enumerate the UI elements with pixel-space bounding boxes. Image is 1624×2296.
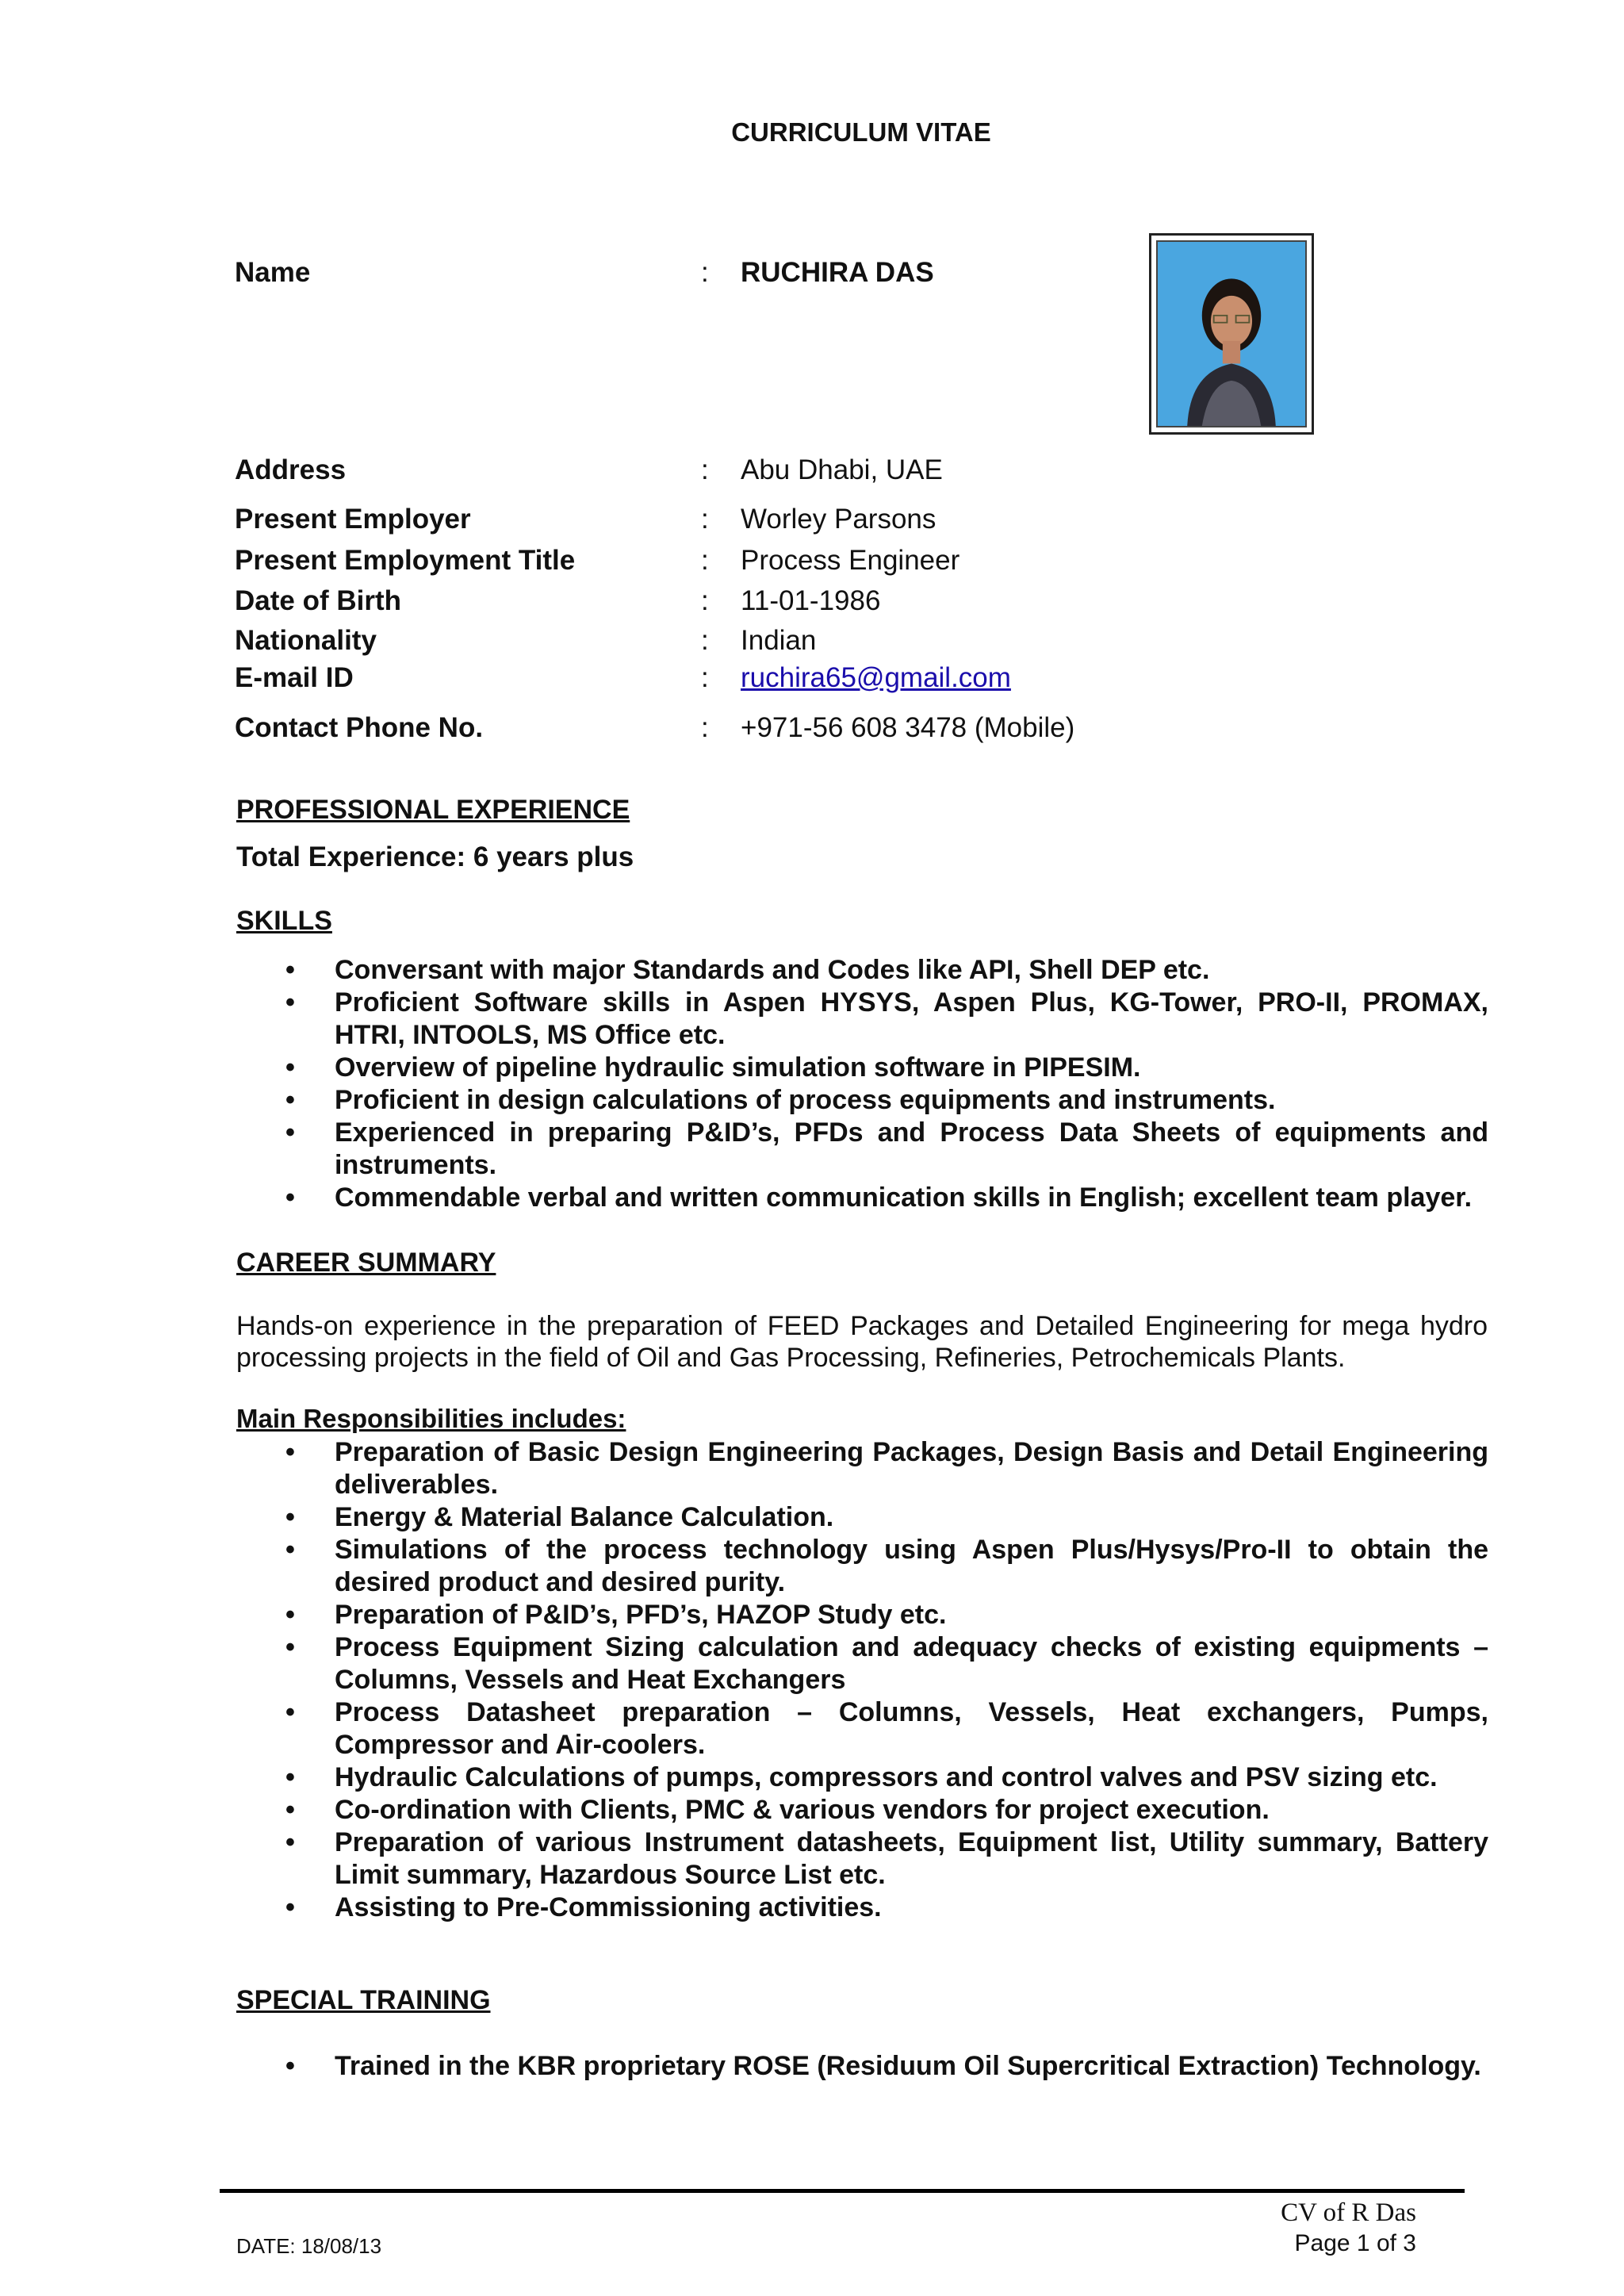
bullet-icon: • <box>285 1892 295 1922</box>
training-heading: SPECIAL TRAINING <box>236 1985 491 2015</box>
employment-title-label: Present Employment Title <box>235 545 576 576</box>
list-item: • Overview of pipeline hydraulic simulation software in PIPESIM. <box>285 1052 1141 1083</box>
skills-list <box>0 954 1488 1214</box>
phone-value: +971-56 608 3478 (Mobile) <box>741 712 1075 743</box>
dob-value: 11-01-1986 <box>741 585 881 616</box>
employer-value: Worley Parsons <box>741 504 936 535</box>
bullet-icon: • <box>285 1182 295 1213</box>
list-item: • Simulations of the process technology using Aspen Plus/Hysys/Pro-II to obtain the desired product and desired purity. <box>285 1535 1488 1597</box>
list-item: • Conversant with major Standards and Codes like API, Shell DEP etc. <box>285 955 1210 985</box>
address-label: Address <box>235 454 347 485</box>
list-item: • Process Datasheet preparation – Columns, Vessels, Heat exchangers, Pumps, Compressor and Air-coolers. <box>285 1697 1488 1760</box>
nationality-colon: : <box>701 625 709 656</box>
bullet-icon: • <box>285 955 295 985</box>
phone-colon: : <box>701 712 709 743</box>
portrait-illustration <box>1158 242 1305 426</box>
email-label: E-mail ID <box>235 662 354 693</box>
footer-page-number: Page 1 of 3 <box>1294 2230 1416 2256</box>
bullet-icon: • <box>285 987 295 1018</box>
phone-label: Contact Phone No. <box>235 712 484 743</box>
career-summary-text: Hands-on experience in the preparation of FEED Packages and Detailed Engineering for mega hydro processing projects in the field of Oil and Gas Processing, Refineries, Petrochemicals Plants. <box>236 1311 1488 1373</box>
list-item: • Assisting to Pre-Commissioning activities. <box>285 1892 882 1922</box>
bullet-icon: • <box>285 2051 295 2081</box>
list-item: • Preparation of various Instrument datasheets, Equipment list, Utility summary, Battery Limit summary, Hazardous Source List etc. <box>285 1827 1488 1890</box>
document-title: CURRICULUM VITAE <box>731 117 991 147</box>
training-list <box>0 2050 1488 2083</box>
list-item: • Energy & Material Balance Calculation. <box>285 1502 834 1532</box>
bullet-icon: • <box>285 1502 295 1532</box>
list-item: • Process Equipment Sizing calculation and adequacy checks of existing equipments – Columns, Vessels and Heat Exchangers <box>285 1632 1488 1695</box>
email-colon: : <box>701 662 709 693</box>
footer-date: DATE: 18/08/13 <box>236 2234 382 2258</box>
list-item: • Proficient Software skills in Aspen HYSYS, Aspen Plus, KG-Tower, PRO-II, PROMAX, HTRI, INTOOLS, MS Office etc. <box>285 987 1488 1050</box>
name-colon: : <box>701 257 709 288</box>
list-item: • Preparation of P&ID’s, PFD’s, HAZOP Study etc. <box>285 1600 947 1630</box>
footer-divider <box>220 2189 1465 2193</box>
nationality-label: Nationality <box>235 625 377 656</box>
career-heading: CAREER SUMMARY <box>236 1248 496 1278</box>
bullet-icon: • <box>285 1085 295 1115</box>
bullet-icon: • <box>285 1632 295 1662</box>
name-value: RUCHIRA DAS <box>741 257 934 288</box>
bullet-icon: • <box>285 1600 295 1630</box>
bullet-icon: • <box>285 1535 295 1565</box>
nationality-value: Indian <box>741 625 817 656</box>
bullet-icon: • <box>285 1437 295 1467</box>
profile-photo <box>1149 233 1314 435</box>
experience-heading: PROFESSIONAL EXPERIENCE <box>236 795 630 825</box>
list-item: • Preparation of Basic Design Engineering Packages, Design Basis and Detail Engineering deliverables. <box>285 1437 1488 1500</box>
dob-label: Date of Birth <box>235 585 401 616</box>
address-value: Abu Dhabi, UAE <box>741 454 943 485</box>
bullet-icon: • <box>285 1795 295 1825</box>
list-item: • Trained in the KBR proprietary ROSE (Residuum Oil Supercritical Extraction) Technology. <box>285 2051 1481 2081</box>
bullet-icon: • <box>285 1827 295 1857</box>
bullet-icon: • <box>285 1117 295 1148</box>
dob-colon: : <box>701 585 709 616</box>
photo-image <box>1156 240 1307 427</box>
employer-colon: : <box>701 504 709 535</box>
list-item: • Hydraulic Calculations of pumps, compressors and control valves and PSV sizing etc. <box>285 1762 1438 1792</box>
responsibilities-heading: Main Responsibilities includes: <box>236 1404 626 1433</box>
list-item: • Proficient in design calculations of process equipments and instruments. <box>285 1085 1276 1115</box>
bullet-icon: • <box>285 1052 295 1083</box>
total-experience: Total Experience: 6 years plus <box>236 841 634 872</box>
skills-heading: SKILLS <box>236 906 332 936</box>
employment-title-value: Process Engineer <box>741 545 960 576</box>
footer-document-name: CV of R Das <box>1281 2198 1416 2227</box>
list-item: • Experienced in preparing P&ID’s, PFDs and Process Data Sheets of equipments and instruments. <box>285 1117 1488 1180</box>
email-link[interactable]: ruchira65@gmail.com <box>741 662 1011 693</box>
list-item: • Co-ordination with Clients, PMC & various vendors for project execution. <box>285 1795 1270 1825</box>
bullet-icon: • <box>285 1697 295 1727</box>
address-colon: : <box>701 454 709 485</box>
name-label: Name <box>235 257 311 288</box>
list-item: • Commendable verbal and written communication skills in English; excellent team player. <box>285 1182 1473 1213</box>
responsibilities-list <box>0 1436 1488 1924</box>
bullet-icon: • <box>285 1762 295 1792</box>
employment-title-colon: : <box>701 545 709 576</box>
employer-label: Present Employer <box>235 504 471 535</box>
